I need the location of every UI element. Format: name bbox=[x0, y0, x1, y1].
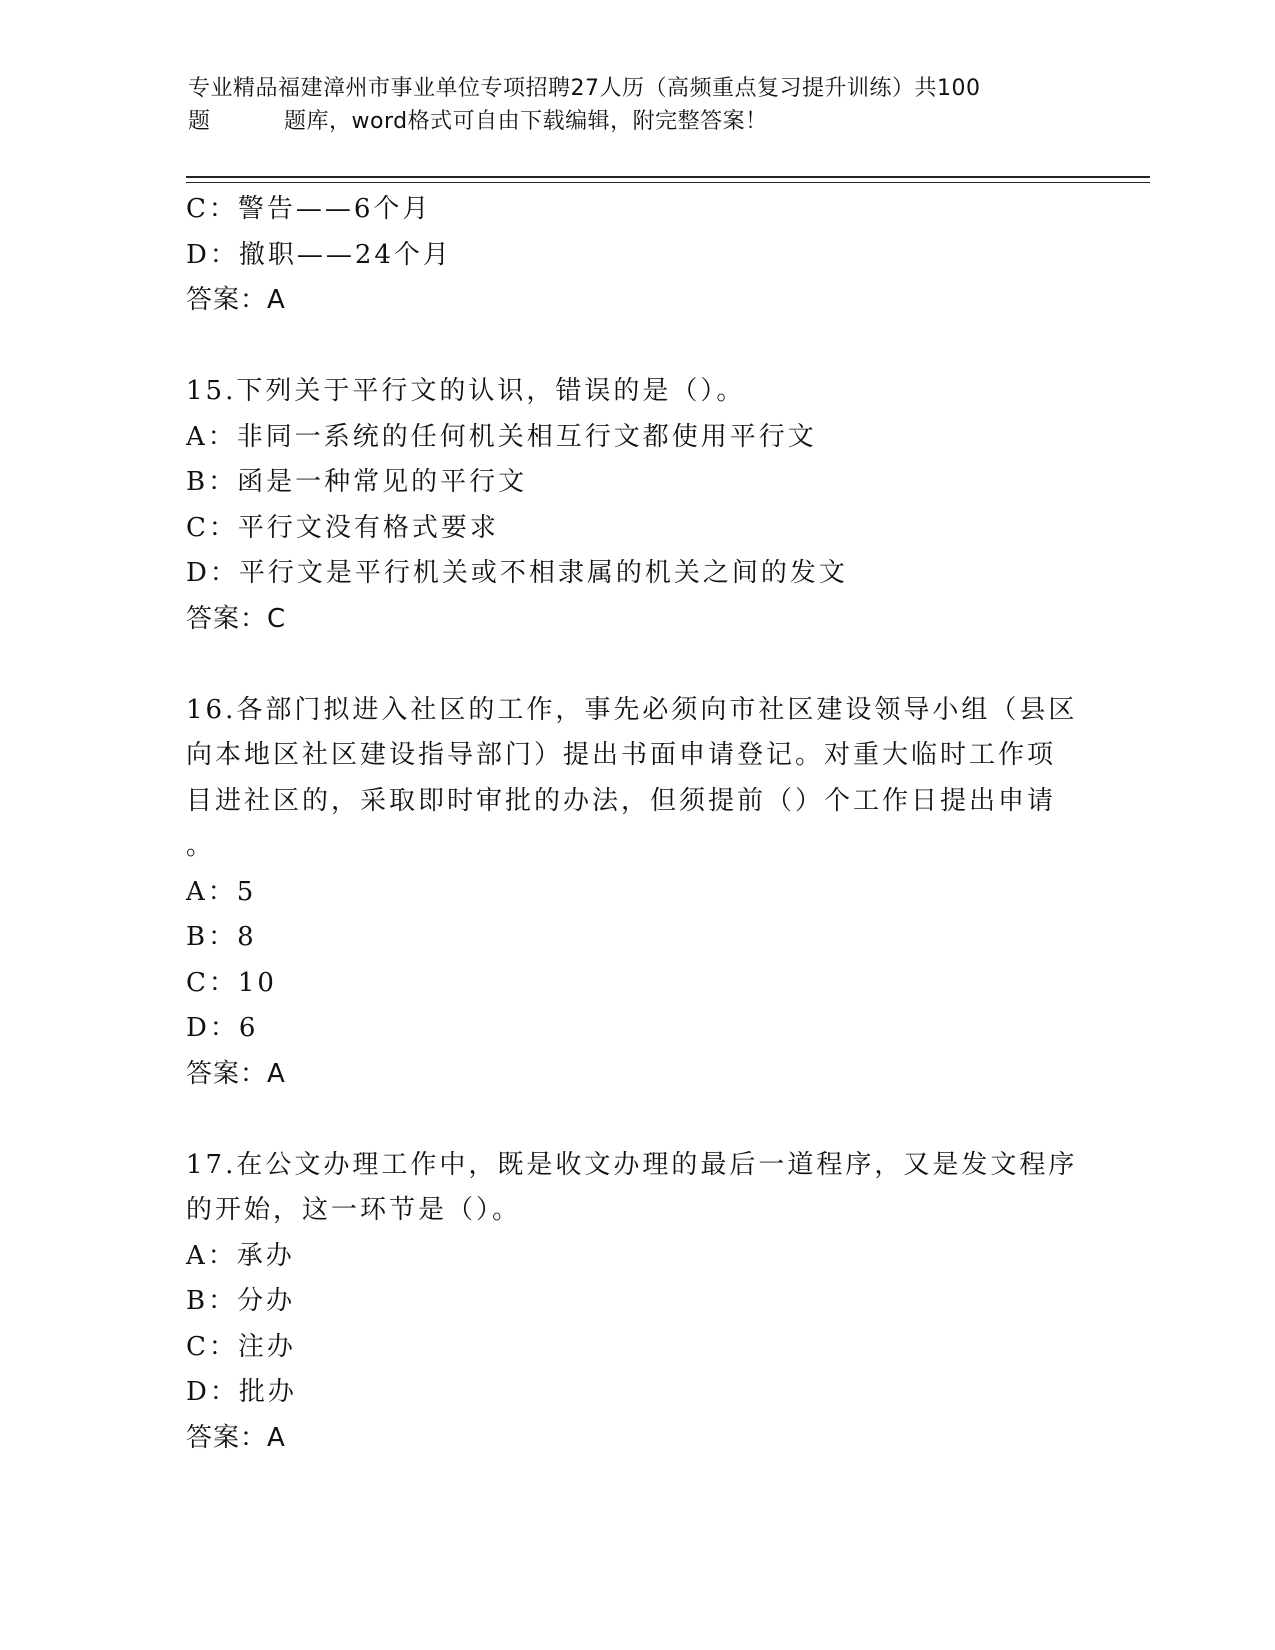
question-block bbox=[186, 187, 1086, 324]
spacer bbox=[186, 642, 1086, 688]
option-line: C：10 bbox=[186, 967, 277, 998]
page-header bbox=[188, 72, 1088, 138]
option-line: A：5 bbox=[186, 876, 257, 907]
question-stem-line: 目进社区的，采取即时审批的办法，但须提前（）个工作日提出申请 bbox=[186, 785, 1057, 816]
header-divider-thin bbox=[186, 182, 1150, 183]
header-title-line-2 bbox=[188, 105, 1088, 138]
question-block bbox=[186, 688, 1086, 1098]
option-line: D：批办 bbox=[186, 1377, 297, 1407]
option-line: C：警告——6个月 bbox=[186, 194, 432, 224]
option-line: C：平行文没有格式要求 bbox=[186, 512, 499, 543]
question-list bbox=[186, 187, 1086, 1461]
option-line: A：承办 bbox=[186, 1240, 295, 1271]
option-line: D：6 bbox=[186, 1013, 259, 1043]
option-line: D：撤职——24个月 bbox=[186, 239, 452, 270]
option-line: B：分办 bbox=[186, 1286, 296, 1316]
option-line: D：平行文是平行机关或不相隶属的机关之间的发文 bbox=[186, 558, 848, 588]
answer-line: 答案：C bbox=[186, 603, 287, 634]
spacer bbox=[186, 1097, 1086, 1143]
answer-line: 答案：A bbox=[186, 285, 286, 315]
spacer bbox=[186, 324, 1086, 370]
question-stem-line: 向本地区社区建设指导部门）提出书面申请登记。对重大临时工作项 bbox=[186, 740, 1057, 770]
question-stem-line: 的开始，这一环节是（）。 bbox=[186, 1195, 522, 1225]
header-title-line-1: 专业精品福建漳州市事业单位专项招聘27人历（高频重点复习提升训练）共100 bbox=[188, 76, 981, 101]
header-line-2-prefix: 题 bbox=[188, 109, 211, 134]
option-line: C：注办 bbox=[186, 1331, 296, 1362]
question-block bbox=[186, 1143, 1086, 1462]
option-line: A：非同一系统的任何机关相互行文都使用平行文 bbox=[186, 421, 817, 452]
question-stem-line: 16.各部门拟进入社区的工作，事先必须向市社区建设领导小组（县区 bbox=[186, 694, 1078, 725]
answer-line: 答案：A bbox=[186, 1058, 286, 1089]
header-divider-thick bbox=[186, 176, 1150, 178]
answer-line: 答案：A bbox=[186, 1422, 286, 1453]
question-stem-line: 15.下列关于平行文的认识，错误的是（）。 bbox=[186, 376, 746, 406]
question-stem-line: 。 bbox=[186, 831, 216, 861]
question-stem-line: 17.在公文办理工作中，既是收文办理的最后一道程序，又是发文程序 bbox=[186, 1149, 1078, 1180]
header-line-2-text: 题库，word格式可自由下载编辑，附完整答案！ bbox=[284, 109, 768, 134]
question-block bbox=[186, 369, 1086, 642]
option-line: B：函是一种常见的平行文 bbox=[186, 467, 528, 497]
option-line: B：8 bbox=[186, 922, 257, 952]
